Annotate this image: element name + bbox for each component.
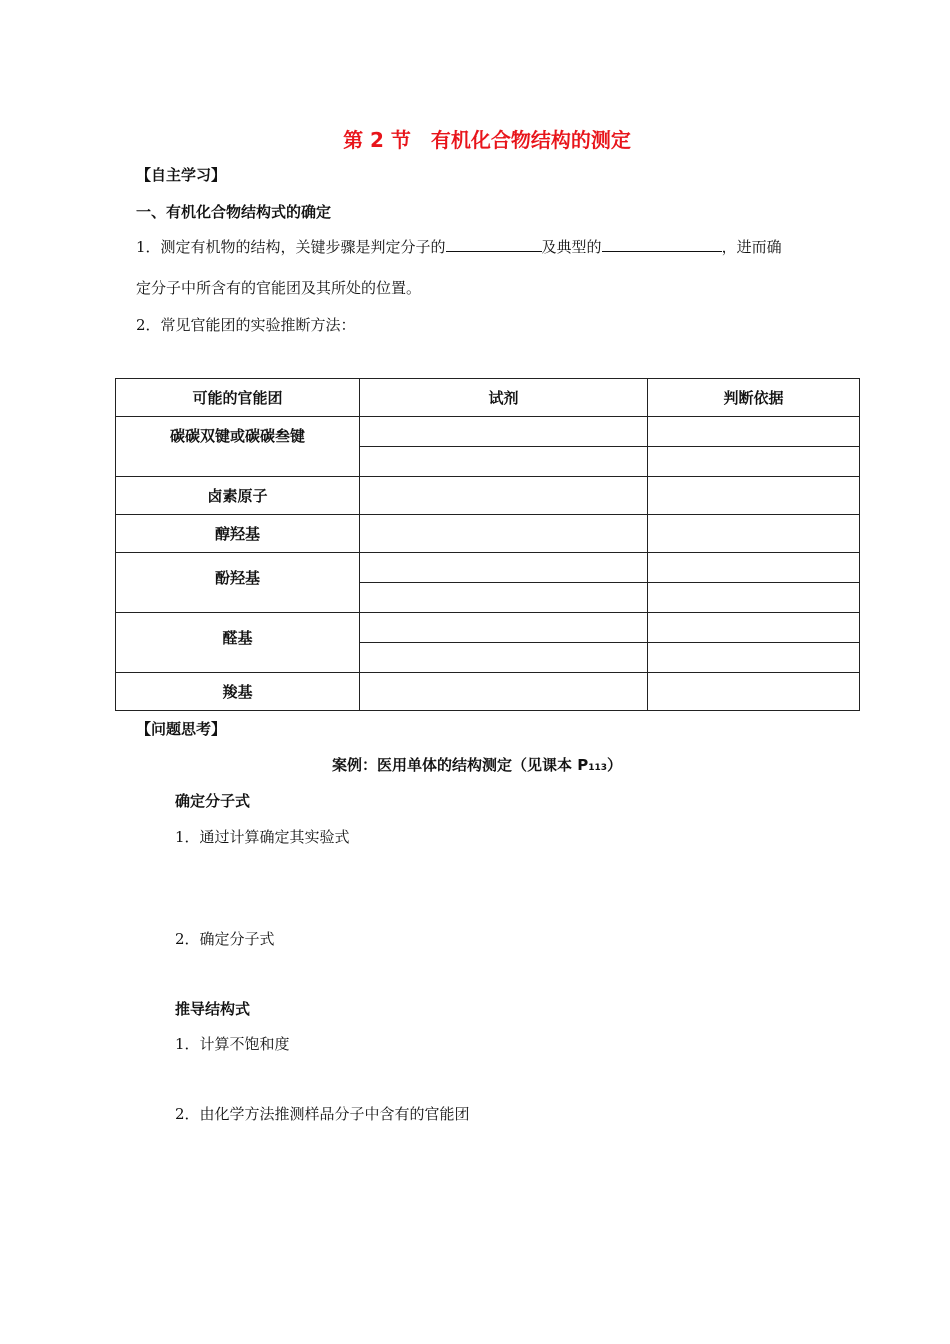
row-label-carboxyl: 羧基 [116,673,360,711]
basis-cell[interactable] [648,583,860,613]
item-1-line-2: 定分子中所含有的官能团及其所处的位置。 [136,279,422,297]
basis-cell[interactable] [648,477,860,515]
basis-cell[interactable] [648,447,860,477]
row-label-aldehyde: 醛基 [116,613,360,673]
subsection-heading-formula: 确定分子式 [175,792,251,810]
item-1-text-a: 1．测定有机物的结构，关键步骤是判定分子的 [136,238,446,256]
row-label-phenol: 酚羟基 [116,553,360,613]
case-title-text: 案例：医用单体的结构测定（见课本 P [332,756,589,774]
reagent-cell[interactable] [360,613,648,643]
item-2: 2．常见官能团的实验推断方法： [136,316,356,334]
basis-cell[interactable] [648,613,860,643]
page-title: 第 2 节 有机化合物结构的测定 [343,128,631,152]
table-row [116,417,860,447]
formula-item-2: 2．确定分子式 [175,930,275,948]
basis-cell[interactable] [648,643,860,673]
reagent-cell[interactable] [360,583,648,613]
table-row [116,553,860,583]
basis-cell[interactable] [648,515,860,553]
row-label-halogen: 卤素原子 [116,477,360,515]
formula-item-1: 1．通过计算确定其实验式 [175,828,350,846]
reagent-cell[interactable] [360,553,648,583]
subsection-heading-structure: 推导结构式 [175,1000,251,1018]
item-1-text-c: ，进而确 [721,238,782,256]
reagent-cell[interactable] [360,447,648,477]
item-1-line-1 [136,236,782,257]
structure-item-1: 1．计算不饱和度 [175,1035,290,1053]
header-functional-group: 可能的官能团 [116,379,360,417]
answer-blank-1[interactable] [446,236,542,252]
case-title [332,754,622,775]
reagent-cell[interactable] [360,477,648,515]
basis-cell[interactable] [648,673,860,711]
row-label-alcohol: 醇羟基 [116,515,360,553]
self-study-heading: 【自主学习】 [136,166,227,184]
table-row [116,515,860,553]
header-basis: 判断依据 [648,379,860,417]
functional-group-table [115,378,860,711]
item-1-text-b: 及典型的 [541,238,602,256]
structure-item-2: 2．由化学方法推测样品分子中含有的官能团 [175,1105,470,1123]
reagent-cell[interactable] [360,643,648,673]
reagent-cell[interactable] [360,515,648,553]
table-row [116,477,860,515]
section-heading: 一、有机化合物结构式的确定 [136,203,332,221]
reagent-cell[interactable] [360,673,648,711]
answer-blank-2[interactable] [602,236,722,252]
row-label-alkene-alkyne: 碳碳双键或碳碳叁键 [116,417,360,477]
basis-cell[interactable] [648,417,860,447]
table-row [116,673,860,711]
problem-heading: 【问题思考】 [136,720,227,738]
table-row [116,613,860,643]
table-header-row [116,379,860,417]
case-title-close: ） [607,756,623,774]
basis-cell[interactable] [648,553,860,583]
case-page-number: 113 [588,763,608,773]
reagent-cell[interactable] [360,417,648,447]
header-reagent: 试剂 [360,379,648,417]
